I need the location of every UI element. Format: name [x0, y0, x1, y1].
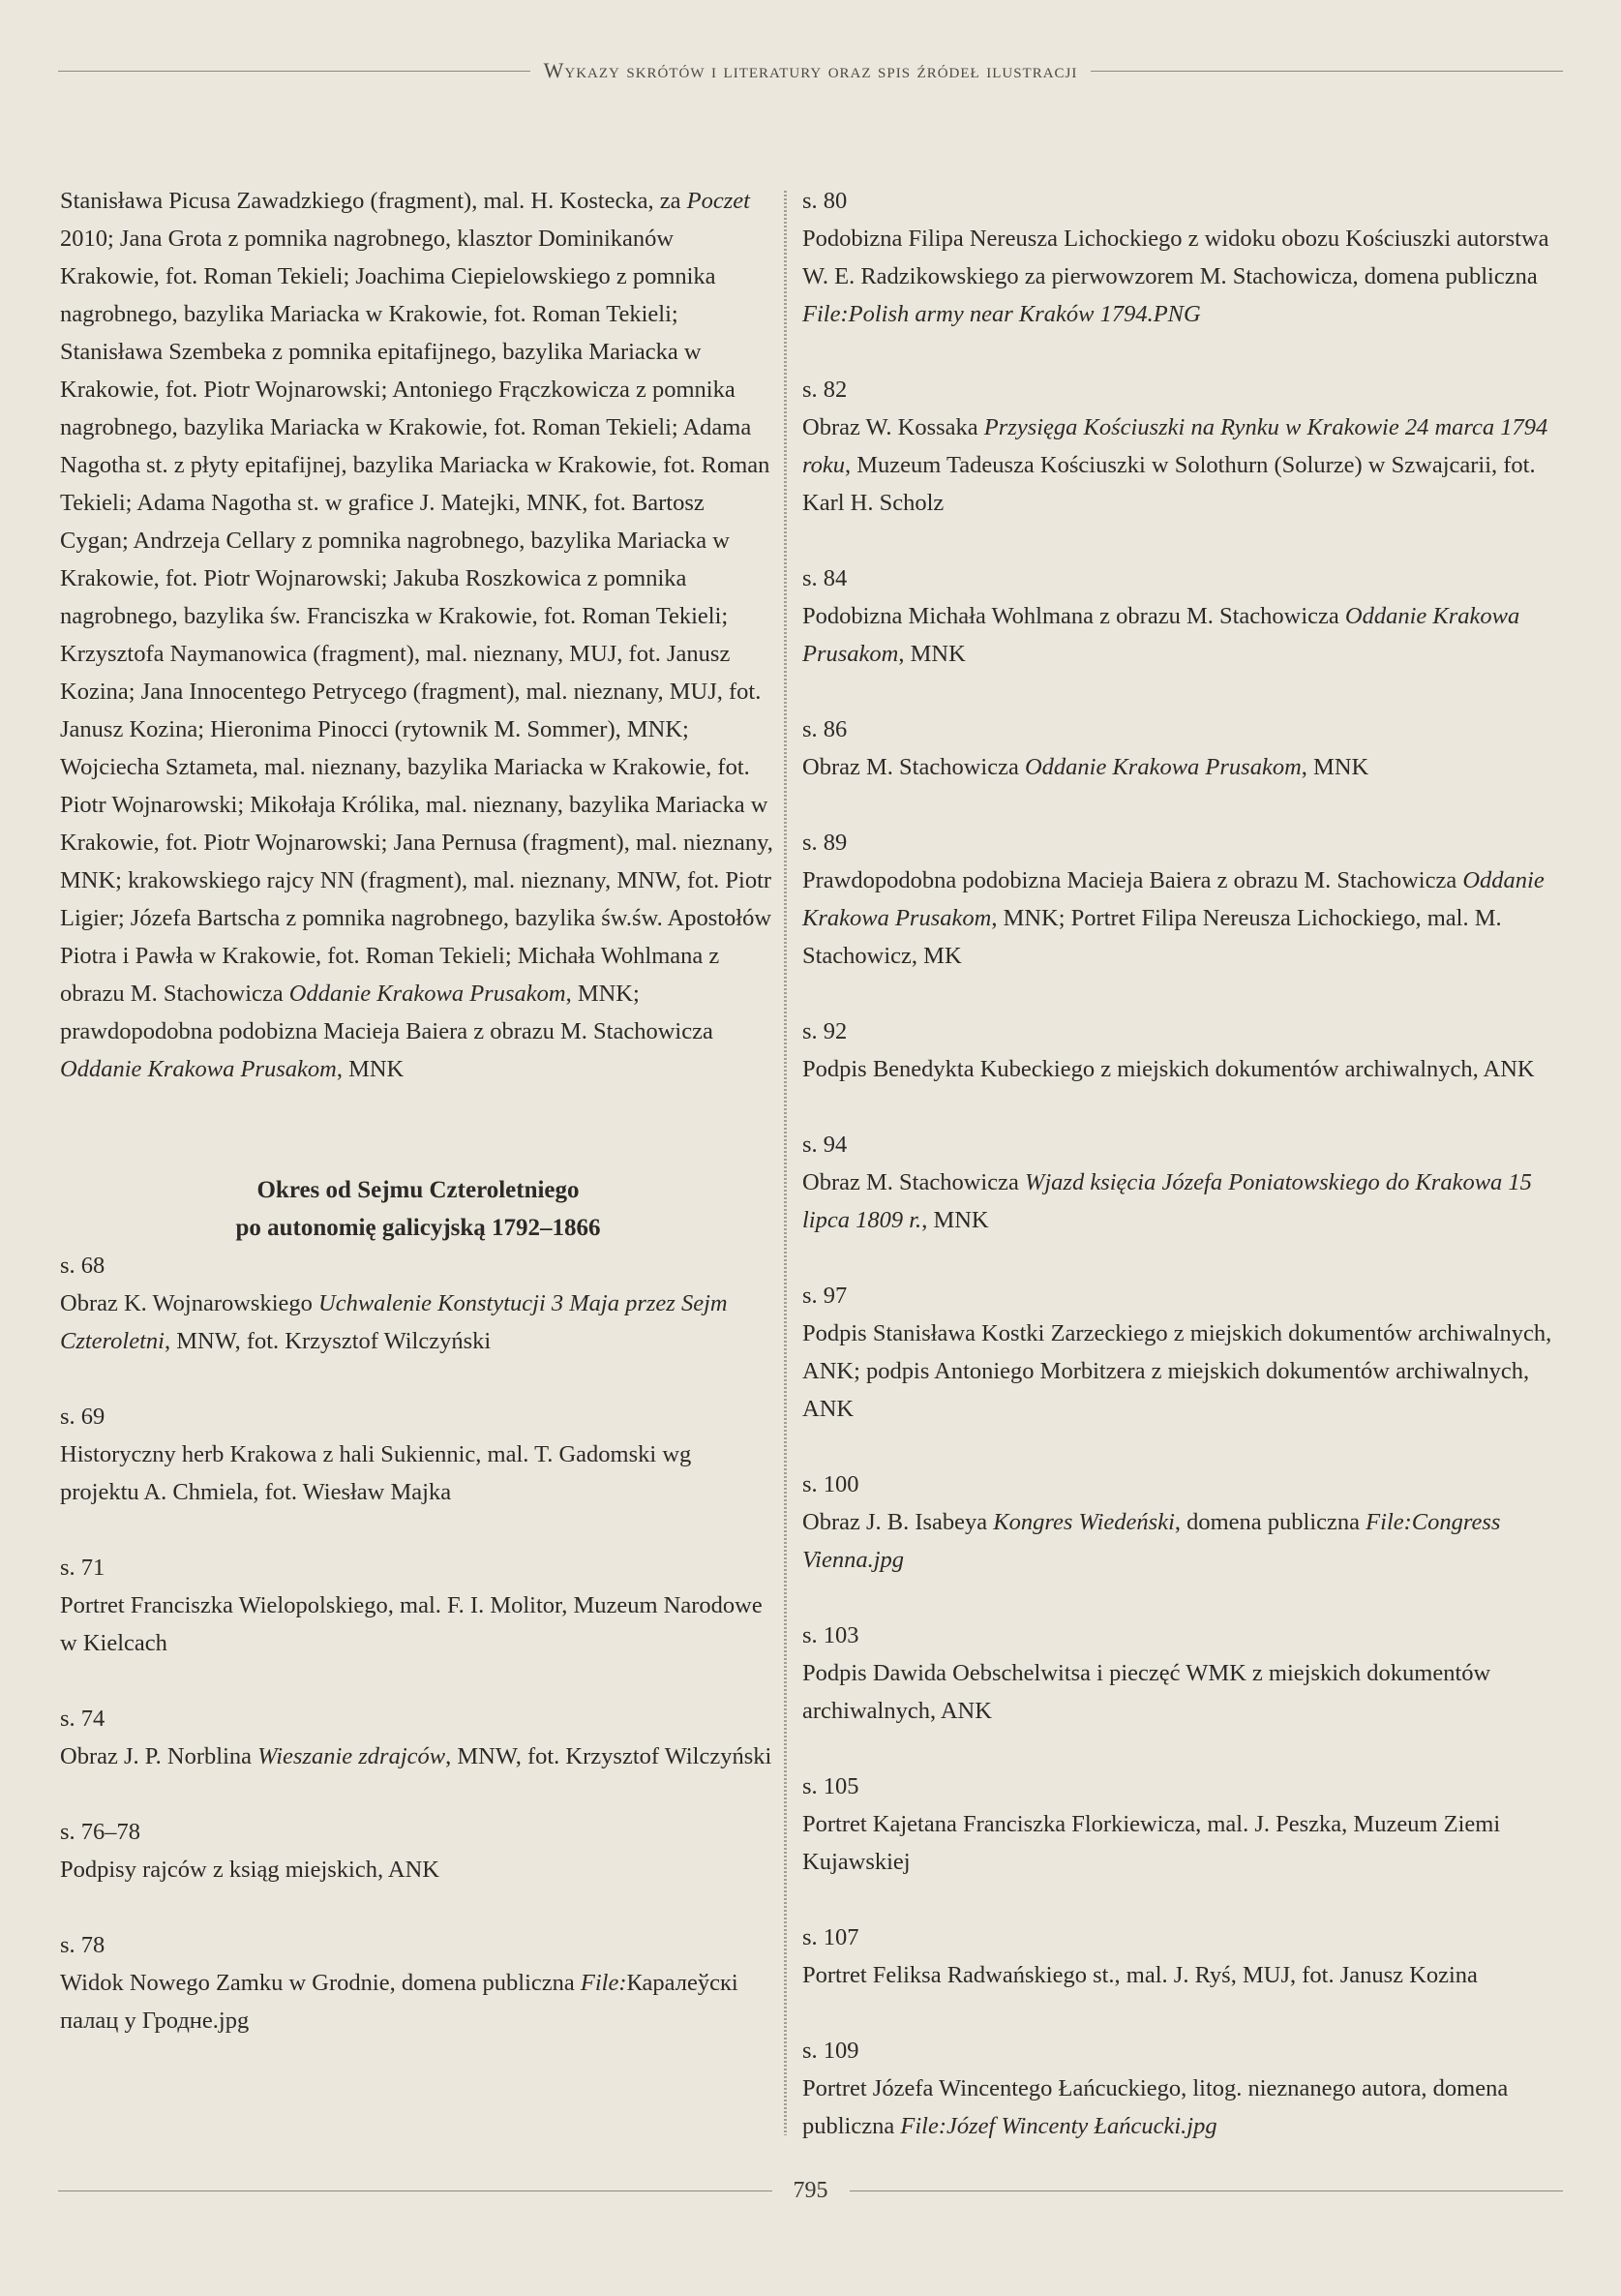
entry-description [60, 1964, 776, 2039]
entry-description [802, 861, 1553, 975]
illustration-entry [802, 1918, 1553, 1994]
running-header-title: Wykazy skrótów i literatury oraz spis źródeł ilustracji [543, 58, 1078, 82]
italic-title-text: Wieszanie zdrajców [257, 1743, 446, 1769]
entry-page-ref: s. 100 [802, 1471, 859, 1497]
text-run: Historyczny herb Krakowa z hali Sukiennic, mal. T. Gadomski wg projektu A. Chmiela, fot. Wiesław Majka [60, 1441, 692, 1505]
text-run: Obraz J. B. Isabeya [802, 1509, 994, 1535]
text-run: Widok Nowego Zamku w Grodnie, domena publiczna [60, 1970, 581, 1996]
entry-description [802, 1956, 1553, 1994]
italic-title-text: File:Józef Wincenty Łańcucki.jpg [900, 2113, 1217, 2139]
italic-title-text: Oddanie Krakowa Prusakom [60, 1056, 337, 1082]
text-run: , MNK [336, 1056, 405, 1082]
left-column [60, 182, 776, 2077]
text-run: , MNK; prawdopodobna podobizna Macieja Baiera z obrazu M. Stachowicza [60, 981, 713, 1044]
text-run: Podpis Benedykta Kubeckiego z miejskich dokumentów archiwalnych, ANK [802, 1056, 1535, 1082]
footer-rule-right [850, 2190, 1564, 2191]
text-run: , domena publiczna [1174, 1509, 1366, 1535]
entry-page-ref: s. 105 [802, 1773, 859, 1799]
footer-rule-left [58, 2190, 772, 2191]
page-number: 795 [793, 2177, 828, 2203]
text-run: , MNW, fot. Krzysztof Wilczyński [164, 1328, 492, 1354]
illustration-entry [802, 371, 1553, 522]
text-run: Portret Józefa Wincentego Łańcuckiego, litog. nieznanego autora, domena publiczna [802, 2075, 1509, 2139]
text-run: , MNK [898, 641, 966, 667]
entry-description [60, 1435, 776, 1511]
entry-page-ref: s. 80 [802, 188, 848, 214]
running-header [58, 56, 1563, 85]
illustration-entry [802, 824, 1553, 975]
entry-description [60, 1586, 776, 1662]
illustration-entry [60, 1549, 776, 1662]
italic-title-text: File:Congress Vienna.jpg [802, 1509, 1501, 1573]
text-run: Каралеўскі палац у Гродне.jpg [60, 1970, 738, 2034]
entry-page-ref: s. 86 [802, 716, 848, 742]
italic-title-text: File:Polish army near Kraków 1794.PNG [802, 301, 1201, 327]
entry-page-ref: s. 97 [802, 1283, 848, 1309]
header-rule-right [1091, 71, 1563, 72]
page-footer [58, 2176, 1563, 2205]
text-run: Portret Feliksa Radwańskiego st., mal. J. Ryś, MUJ, fot. Janusz Kozina [802, 1962, 1478, 1988]
entry-description [802, 1163, 1553, 1239]
text-run: , MNK [1301, 754, 1369, 780]
entry-description [802, 408, 1553, 522]
illustration-entry [802, 1277, 1553, 1428]
illustration-entry [60, 1398, 776, 1511]
italic-title-text: Uchwalenie Konstytucji 3 Maja przez Sejm Czteroletni [60, 1290, 728, 1354]
text-run: Obraz J. P. Norblina [60, 1743, 258, 1769]
entry-description [802, 1805, 1553, 1881]
text-run: Portret Kajetana Franciszka Florkiewicza, mal. J. Peszka, Muzeum Ziemi Kujawskiej [802, 1811, 1501, 1875]
italic-title-text: Wjazd księcia Józefa Poniatowskiego do Krakowa 15 lipca 1809 r. [802, 1169, 1532, 1233]
text-run: , MNK; Portret Filipa Nereusza Lichockiego, mal. M. Stachowicz, MK [802, 905, 1502, 969]
text-run: Obraz W. Kossaka [802, 414, 984, 440]
text-run: Podpis Stanisława Kostki Zarzeckiego z miejskich dokumentów archiwalnych, ANK; podpis Antoniego Morbitzera z miejskich dokumentów archiwalnych, ANK [802, 1320, 1552, 1422]
illustration-entry [802, 559, 1553, 673]
entry-page-ref: s. 92 [802, 1018, 848, 1044]
text-run: , MNW, fot. Krzysztof Wilczyński [445, 1743, 772, 1769]
entry-page-ref: s. 94 [802, 1132, 848, 1158]
entry-description [60, 1737, 776, 1775]
column-divider [780, 190, 790, 2135]
illustration-entry [802, 1126, 1553, 1239]
text-run: , MNK [921, 1207, 989, 1233]
text-run: Obraz K. Wojnarowskiego [60, 1290, 319, 1316]
entry-page-ref: s. 109 [802, 2038, 859, 2064]
entry-description [802, 597, 1553, 673]
text-run: Podobizna Filipa Nereusza Lichockiego z widoku obozu Kościuszki autorstwa W. E. Radzikowskiego za pierwowzorem M. Stachowicza, domena publiczna [802, 226, 1549, 289]
entry-page-ref: s. 71 [60, 1555, 105, 1581]
left-entry-list [60, 1247, 776, 2039]
entry-page-ref: s. 69 [60, 1404, 105, 1430]
header-rule-left [58, 71, 530, 72]
illustration-entry [802, 1616, 1553, 1730]
text-run: Podobizna Michała Wohlmana z obrazu M. Stachowicza [802, 603, 1345, 629]
entry-page-ref: s. 103 [802, 1622, 859, 1648]
illustration-entry [802, 1012, 1553, 1088]
entry-description [802, 1654, 1553, 1730]
entry-page-ref: s. 82 [802, 377, 848, 403]
entry-description [802, 748, 1553, 786]
illustration-entry [802, 2032, 1553, 2145]
entry-description [802, 220, 1553, 333]
text-run: Obraz M. Stachowicza [802, 1169, 1025, 1195]
italic-title-text: Kongres Wiedeński [993, 1509, 1175, 1535]
entry-page-ref: s. 89 [802, 830, 848, 856]
text-run: Podpis Dawida Oebschelwitsa i pieczęć WMK z miejskich dokumentów archiwalnych, ANK [802, 1660, 1491, 1724]
text-run: Prawdopodobna podobizna Macieja Baiera z obrazu M. Stachowicza [802, 867, 1463, 893]
intro-paragraph [60, 182, 776, 1088]
entry-description [802, 2069, 1553, 2145]
illustration-entry [802, 710, 1553, 786]
right-column [802, 182, 1553, 2183]
italic-title-text: Oddanie Krakowa Prusakom [288, 981, 566, 1007]
right-entry-list [802, 182, 1553, 2145]
illustration-entry [802, 182, 1553, 333]
illustration-entry [60, 1247, 776, 1360]
italic-title-text: File: [580, 1970, 627, 1996]
italic-title-text: Oddanie Krakowa Prusakom [1024, 754, 1302, 780]
entry-page-ref: s. 76–78 [60, 1819, 141, 1845]
text-run: Stanisława Picusa Zawadzkiego (fragment), mal. H. Kostecka, za [60, 188, 687, 214]
illustration-entry [802, 1465, 1553, 1579]
italic-title-text: Oddanie Krakowa Prusakom [802, 867, 1545, 931]
entry-description [60, 1284, 776, 1360]
entry-page-ref: s. 107 [802, 1924, 859, 1950]
illustration-entry [802, 1767, 1553, 1881]
section-heading-line-1: Okres od Sejmu Czteroletniego [256, 1177, 580, 1203]
text-run: Podpisy rajców z ksiąg miejskich, ANK [60, 1857, 439, 1883]
italic-title-text: Przysięga Kościuszki na Rynku w Krakowie 24 marca 1794 roku [802, 414, 1548, 478]
entry-description [802, 1050, 1553, 1088]
italic-title-text: Oddanie Krakowa Prusakom [802, 603, 1520, 667]
text-run: 2010; Jana Grota z pomnika nagrobnego, klasztor Dominikanów Krakowie, fot. Roman Tekieli; Joachima Ciepielowskiego z pomnika nagrobnego, bazylika Mariacka w Krakowie, fot. Roman Tekieli; Stanisława Szembeka z pomnika epitafijnego, bazylika Mariacka w Krakowie, fot. Piotr Wojnarowski; Antoniego Frączkowicza z pomnika nagrobnego, bazylika Mariacka w Krakowie, fot. Roman Tekieli; Adama Nagotha st. z płyty epitafijnej, bazylika Mariacka w Krakowie, fot. Roman Tekieli; Adama Nagotha st. w grafice J. Matejki, MNK, fot. Bartosz Cygan; Andrzeja Cellary z pomnika nagrobnego, bazylika Mariacka w Krakowie, fot. Piotr Wojnarowski; Jakuba Roszkowica z pomnika nagrobnego, bazylika św. Franciszka w Krakowie, fot. Roman Tekieli; Krzysztofa Naymanowica (fragment), mal. nieznany, MUJ, fot. Janusz Kozina; Jana Innocentego Petrycego (fragment), mal. nieznany, MUJ, fot. Janusz Kozina; Hieronima Pinocci (rytownik M. Sommer), MNK; Wojciecha Sztameta, mal. nieznany, bazylika Mariacka w Krakowie, fot. Piotr Wojnarowski; Mikołaja Królika, mal. nieznany, bazylika Mariacka w Krakowie, fot. Piotr Wojnarowski; Jana Pernusa (fragment), mal. nieznany, MNK; krakowskiego rajcy NN (fragment), mal. nieznany, MNW, fot. Piotr Ligier; Józefa Bartscha z pomnika nagrobnego, bazylika św.św. Apostołów Piotra i Pawła w Krakowie, fot. Roman Tekieli; Michała Wohlmana z obrazu M. Stachowicza [60, 226, 773, 1007]
entry-description [60, 1851, 776, 1888]
entry-page-ref: s. 74 [60, 1706, 105, 1732]
section-heading-line-2: po autonomię galicyjską 1792–1866 [235, 1215, 601, 1241]
illustration-entry [60, 1926, 776, 2039]
entry-description [802, 1503, 1553, 1579]
text-run: , Muzeum Tadeusza Kościuszki w Solothurn (Solurze) w Szwajcarii, fot. Karl H. Scholz [802, 452, 1536, 516]
section-heading [60, 1171, 776, 1247]
text-run: Obraz M. Stachowicza [802, 754, 1025, 780]
entry-page-ref: s. 78 [60, 1932, 105, 1958]
italic-title-text: Poczet [686, 188, 750, 214]
illustration-entry [60, 1813, 776, 1888]
entry-page-ref: s. 68 [60, 1253, 105, 1279]
text-run: Portret Franciszka Wielopolskiego, mal. F. I. Molitor, Muzeum Narodowe w Kielcach [60, 1592, 763, 1656]
entry-description [802, 1314, 1553, 1428]
illustration-entry [60, 1700, 776, 1775]
entry-page-ref: s. 84 [802, 565, 848, 591]
